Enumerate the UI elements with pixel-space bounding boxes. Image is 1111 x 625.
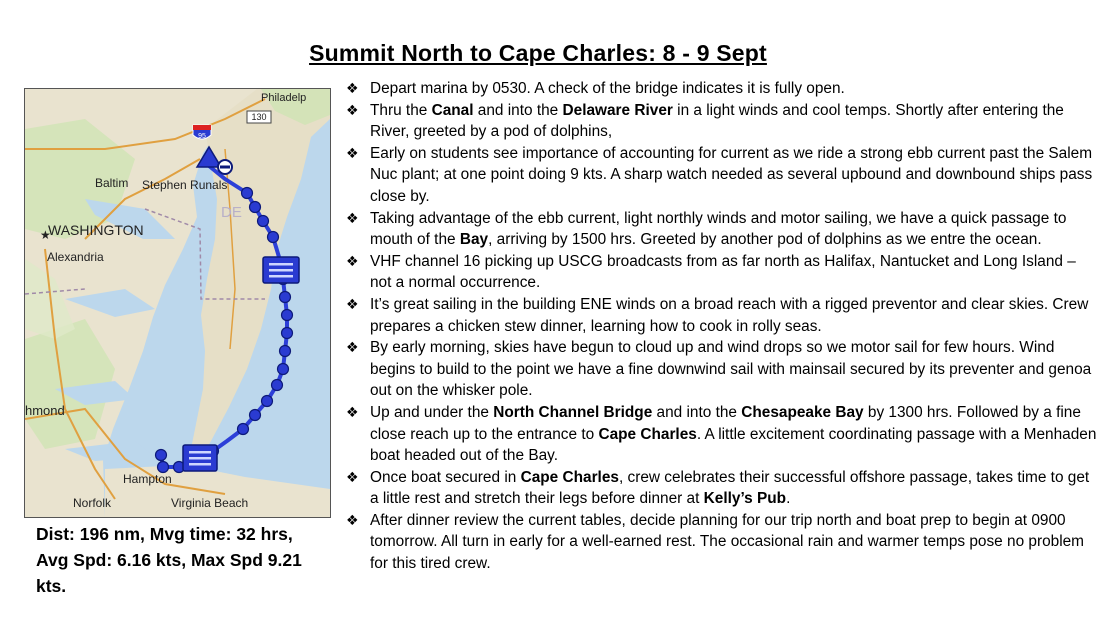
bullet-text: , crew celebrates their successful offshore passage, takes time to get a little rest and stretch their legs before dinner at [370, 468, 1090, 508]
note-icon [263, 257, 299, 283]
label-hampton: Hampton [123, 472, 172, 486]
bullet-text: By early morning, skies have begun to cloud up and wind drops so we motor sail for few hours. Wind begins to build to the point we have a fine downwind sail with mainsail secured by its preventer and genoa out on the whisker pole. [370, 339, 1092, 400]
waypoint [156, 450, 167, 461]
waypoint [242, 188, 253, 199]
waypoint [280, 346, 291, 357]
bullet-text: Up and under the [370, 403, 494, 421]
route-map [24, 88, 331, 518]
label-alexandria: Alexandria [47, 250, 104, 264]
bullet-text: It’s great sailing in the building ENE winds on a broad reach with a rigged preventor and clear skies. Crew prepares a chicken stew dinner, learning how to cook in rolly seas. [370, 295, 1089, 335]
bullet-text: Once boat secured in [370, 468, 521, 486]
bullet-text: Early on students see importance of accounting for current as we ride a strong ebb current past the Salem Nuc plant; at one point doing 9 kts. A sharp watch needed as several upbound and downbound ships pass close by. [370, 144, 1093, 205]
label-washington: WASHINGTON [48, 222, 144, 238]
bullet-text: After dinner review the current tables, decide planning for our trip north and boat prep to begin at 0900 tomorrow. All turn in early for a well-earned rest. The occasional rain and warmer temps pose no problem for this tired crew. [370, 511, 1085, 573]
label-de: DE [221, 204, 242, 221]
bullet-text: . A little excitement coordinating passage with a Menhaden boat headed out of the Bay. [370, 425, 1097, 465]
slide-title: Summit North to Cape Charles: 8 - 9 Sept [309, 40, 767, 66]
bullet-item [346, 143, 1098, 208]
route-95-label: 95 [198, 133, 206, 140]
bullet-bold-text: Cape Charles [520, 468, 619, 486]
bullet-item [346, 100, 1098, 143]
label-stephen-runals: Stephen Runals [142, 178, 228, 192]
bullet-bold-text: Kelly’s Pub [703, 490, 787, 508]
bullet-list [346, 78, 1098, 575]
bullet-text: Taking advantage of the ebb current, light northly winds and motor sailing, we have a quick passage to mouth of the [370, 209, 1067, 249]
waypoint [272, 380, 283, 391]
bullet-item [346, 402, 1098, 467]
waypoint [282, 310, 293, 321]
label-norfolk: Norfolk [73, 496, 112, 510]
bullet-item [346, 337, 1098, 402]
bullet-text: Depart marina by 0530. A check of the bridge indicates it is fully open. [370, 80, 845, 97]
bullet-text: , arriving by 1500 hrs. Greeted by another pod of dolphins as we entre the ocean. [488, 231, 1042, 249]
bullet-bold-text: North Channel Bridge [493, 403, 653, 421]
bullet-text: and into the [473, 101, 563, 119]
bullet-bold-text: Delaware River [562, 101, 673, 119]
bullet-text: in a light winds and cool temps. Shortly after entering the River, greeted by a pod of dolphins, [370, 101, 1064, 141]
bullet-bold-text: Bay [459, 231, 489, 249]
bullet-text: VHF channel 16 picking up USCG broadcasts from as far north as Halifax, Nantucket and Long Island – not a normal occurrence. [370, 252, 1076, 292]
waypoint [280, 292, 291, 303]
label-philadelphia: Philadelp [261, 92, 307, 104]
bullet-item [346, 251, 1098, 294]
bullet-bold-text: Canal [431, 101, 474, 119]
waypoint [250, 202, 261, 213]
waypoint [158, 462, 169, 473]
bullet-text: and into the [652, 403, 742, 421]
waypoint [262, 396, 273, 407]
bullet-bold-text: Chesapeake Bay [741, 403, 864, 421]
label-richmond: hmond [25, 403, 65, 418]
waypoint [250, 410, 261, 421]
bullet-text: . [786, 490, 791, 508]
bullet-item [346, 208, 1098, 251]
waypoint [268, 232, 279, 243]
bullet-item [346, 78, 1098, 100]
label-baltimore: Baltim [95, 176, 129, 190]
route-130-label: 130 [251, 112, 267, 122]
trip-stats: Dist: 196 nm, Mvg time: 32 hrs, Avg Spd: 6.16 kts, Max Spd 9.21 kts. [36, 524, 302, 596]
minus-circle-icon [218, 160, 232, 174]
route-map-graphic [25, 89, 330, 517]
capital-star-icon: ★ [40, 228, 51, 242]
bullet-text: by 1300 hrs. Followed by a fine close reach up to the entrance to [370, 403, 1081, 443]
bullet-item [346, 294, 1098, 337]
bullet-text: Thru the [370, 101, 432, 119]
waypoint [238, 424, 249, 435]
waypoint [278, 364, 289, 375]
waypoint [258, 216, 269, 227]
label-virginia-beach: Virginia Beach [171, 496, 249, 510]
waypoint [282, 328, 293, 339]
bullet-bold-text: Cape Charles [598, 425, 697, 443]
note-icon [183, 445, 217, 471]
route-130-shield [247, 111, 271, 123]
bullet-item [346, 467, 1098, 510]
bullet-item [346, 510, 1098, 575]
